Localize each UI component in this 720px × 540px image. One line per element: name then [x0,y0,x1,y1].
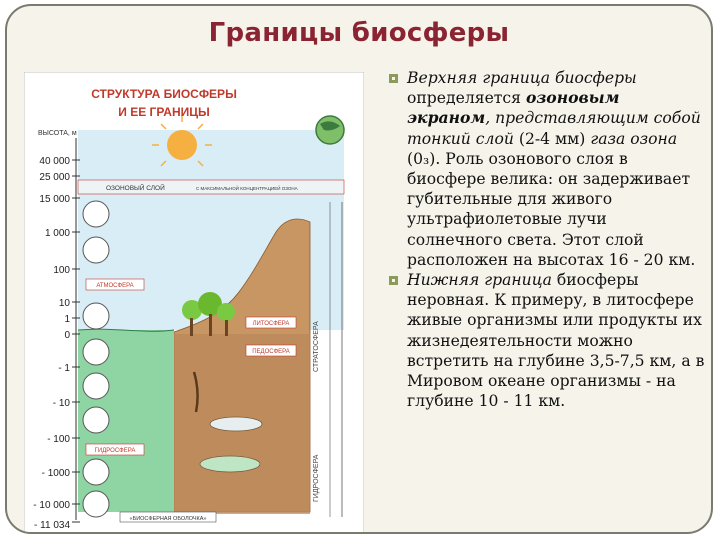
biosphere-structure-poster [24,72,364,534]
text-term: Нижняя граница [407,271,552,290]
poster-heading-2: И ЕЕ ГРАНИЦЫ [118,105,210,119]
tick-label: - 10 [52,398,70,409]
bullet-icon [389,74,398,83]
tick-label: 10 [58,298,70,309]
height-axis-label: ВЫСОТА, м [38,130,77,137]
bullet-icon [389,276,398,285]
tick-label: 100 [53,265,70,276]
bottom-caption: «БИОСФЕРНАЯ ОБОЛОЧКА» [129,516,207,522]
upper-boundary-paragraph [389,68,707,270]
text-run: биосферы неровная. К примеру, в литосфере живые организмы или продукты их жизнедеятельности можно встретить на глубине 3,5-7,5 км, а в Мировом океане организмы - на глубине 10 - 11 км. [407,271,705,411]
text-run: определяется [407,89,526,108]
soil-label: ПЕДОСФЕРА [252,349,290,355]
tick-label: 1 000 [44,228,70,239]
text-content [389,68,707,411]
tick-label: 15 000 [39,194,70,205]
ozone-label: ОЗОНОВЫЙ СЛОЙ [106,185,165,192]
tick-label: 25 000 [39,172,70,183]
tick-label: - 11 034 [34,520,70,531]
tick-label: - 10 000 [33,500,70,511]
atmosphere-label: АТМОСФЕРА [96,283,134,289]
tick-label: 0 [64,330,70,341]
text-run: (0₃). Роль озонового слоя в биосфере велика: он задерживает губительные для живого ультрафиолетовые лучи солнечного света. Этот слой расположен на высотах 16 - 20 км. [407,149,696,269]
tick-label: - 1000 [41,468,70,479]
organism-icons [83,201,109,517]
tick-label: - 100 [47,434,70,445]
tick-label: - 1 [58,363,70,374]
text-term: Верхняя граница биосферы [407,69,637,87]
slide [5,4,713,534]
stratosphere-vertical-label: СТРАТОСФЕРА [313,321,320,372]
poster-heading-1: СТРУКТУРА БИОСФЕРЫ [91,87,237,101]
slide-title: Границы биосферы [208,18,510,48]
lithosphere-label: ЛИТОСФЕРА [252,321,290,327]
ozone-max-note: С МАКСИМАЛЬНОЙ КОНЦЕНТРАЦИЕЙ ОЗОНА [196,186,298,191]
tick-label: 40 000 [39,156,70,167]
hydrosphere-label: ГИДРОСФЕРА [94,448,136,454]
text-run: , представляющим собой тонкий слой [407,109,701,148]
tick-label: 1 [64,314,70,325]
text-term: газа озона [590,129,678,148]
sun-icon [167,130,197,160]
geosphere-vertical-label: ГИДРОСФЕРА [313,454,320,502]
text-term: озоновым экраном [407,88,620,128]
lower-boundary-paragraph [389,270,707,411]
text-run: (2-4 мм) [513,129,591,148]
